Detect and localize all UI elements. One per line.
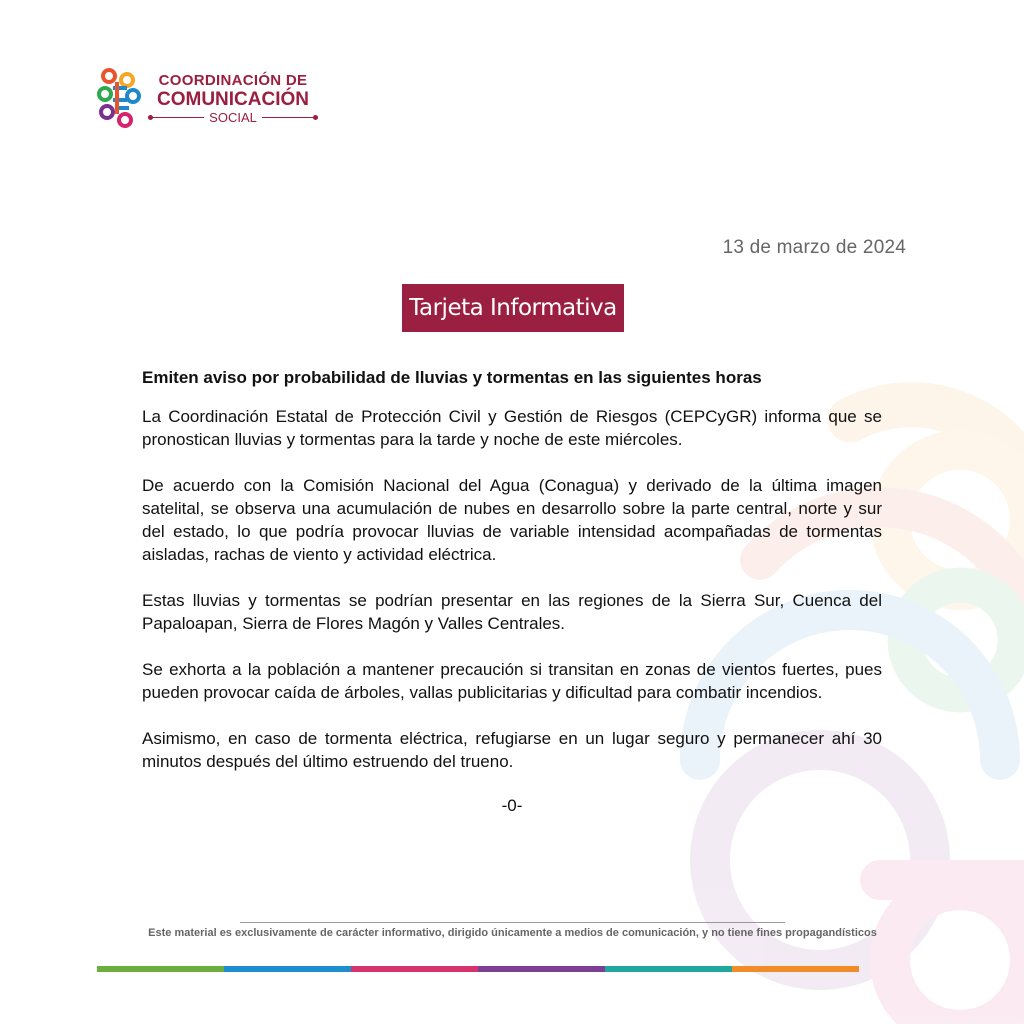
footer-divider — [240, 922, 785, 923]
paragraph-3: Estas lluvias y tormentas se podrían presentar en las regiones de la Sierra Sur, Cuenca del Papaloapan, Sierra de Flores Magón y Valles Centrales. — [142, 591, 882, 633]
logo-rule-left — [148, 117, 204, 118]
headline: Emiten aviso por probabilidad de lluvias y tormentas en las siguientes horas — [142, 368, 762, 387]
document-date: 13 de marzo de 2024 — [722, 237, 906, 258]
logo-line-2: COMUNICACIÓN — [157, 89, 309, 110]
color-bar-segment — [478, 966, 605, 972]
color-bar-segment — [97, 966, 224, 972]
organization-logo — [95, 66, 325, 130]
logo-line-3 — [148, 110, 318, 125]
document-type-badge: Tarjeta Informativa — [402, 284, 624, 332]
logo-line-3-text: SOCIAL — [209, 110, 257, 125]
footer-color-bar — [97, 966, 859, 972]
logo-text — [148, 72, 318, 125]
logo-emblem-icon — [95, 66, 143, 130]
color-bar-segment — [351, 966, 478, 972]
logo-line-1: COORDINACIÓN DE — [158, 72, 308, 89]
color-bar-segment — [224, 966, 351, 972]
paragraph-5: Asimismo, en caso de tormenta eléctrica, refugiarse en un lugar seguro y permanecer ahí 30 minutos después del último estruendo del trueno. — [142, 729, 882, 771]
closing-mark: -0- — [501, 796, 523, 815]
paragraph-4: Se exhorta a la población a mantener precaución si transitan en zonas de vientos fuertes, pues pueden provocar caída de árboles, vallas publicitarias y dificultad para combatir incendios. — [142, 660, 882, 702]
logo-rule-right — [262, 117, 318, 118]
footer-disclaimer: Este material es exclusivamente de carácter informativo, dirigido únicamente a medios de comunicación, y no tiene fines propagandísticos — [148, 927, 877, 939]
paragraph-1: La Coordinación Estatal de Protección Civil y Gestión de Riesgos (CEPCyGR) informa que se pronostican lluvias y tormentas para la tarde y noche de este miércoles. — [142, 407, 882, 449]
paragraph-2: De acuerdo con la Comisión Nacional del Agua (Conagua) y derivado de la última imagen satelital, se observa una acumulación de nubes en desarrollo sobre la parte central, norte y sur del estado, lo que podría provocar lluvias de variable intensidad acompañadas de tormentas aisladas, rachas de viento y actividad eléctrica. — [142, 476, 882, 564]
color-bar-segment — [732, 966, 859, 972]
document-body — [142, 366, 882, 817]
color-bar-segment — [605, 966, 732, 972]
